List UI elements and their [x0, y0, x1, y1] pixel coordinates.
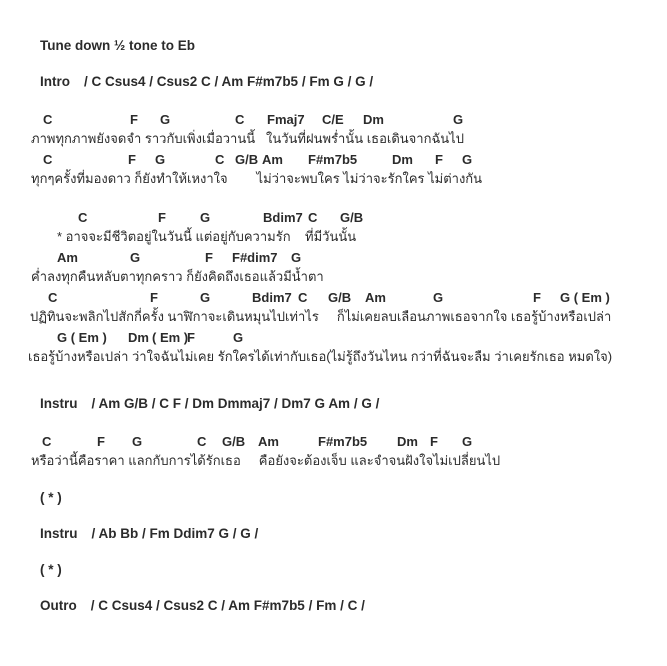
chord-g: G	[462, 434, 473, 449]
chord-c: C	[235, 112, 245, 127]
chord-c: C	[298, 290, 308, 305]
chord-f#m7b5: F#m7b5	[308, 152, 358, 167]
chord-am: Am	[258, 434, 279, 449]
chord-am: Am	[365, 290, 386, 305]
chord-f: F	[130, 112, 138, 127]
chord-line	[0, 248, 657, 267]
chord-line	[0, 150, 657, 169]
section-chords-instru-1: / Am G/B / C F / Dm Dmmaj7 / Dm7 G Am / G /	[91, 396, 380, 411]
section-label-outro: Outro	[40, 598, 77, 613]
chord-c: C	[197, 434, 207, 449]
chord-line	[0, 208, 657, 227]
chord-c: C	[42, 434, 52, 449]
chord-f: F	[128, 152, 136, 167]
chord-f: F	[187, 330, 195, 345]
chord-g: G	[433, 290, 444, 305]
chord-c: C	[78, 210, 88, 225]
section-chords-intro: / C Csus4 / Csus2 C / Am F#m7b5 / Fm G / G /	[84, 74, 374, 89]
verse-1-line-1	[0, 110, 657, 148]
chord-c: C	[43, 112, 53, 127]
instru-1	[0, 396, 657, 412]
chord-dm: Dm	[392, 152, 413, 167]
section-label-instru-1: Instru	[40, 396, 78, 411]
verse-2-line-1	[0, 208, 657, 246]
verse-2-line-2	[0, 248, 657, 286]
verse-2-line-4	[0, 328, 657, 366]
chord-f: F	[158, 210, 166, 225]
verse-3-line-1	[0, 432, 657, 470]
chord-em: ( Em )	[152, 330, 189, 345]
chord-am: Am	[57, 250, 78, 265]
section-label-instru-2: Instru	[40, 526, 78, 541]
lyric-line: เธอรู้บ้างหรือเปล่า ว่าใจฉันไม่เคย รักใครได้เท่ากับเธอ(ไม่รู้ถึงวันไหน กว่าที่ฉันจะลืม ว่าเคยรักเธอ หมดใจ)	[28, 349, 613, 364]
lyric-line: ค่ำลงทุกคืนหลับตาทุกคราว ก็ยังคิดถึงเธอแล้วมีน้ำตา	[31, 269, 324, 284]
chord-g: G	[130, 250, 141, 265]
lyric-line: ภาพทุกภาพยังจดจำ ราวกับเพิ่งเมื่อวานนี้ ในวันที่ฝนพร่ำนั้น เธอเดินจากฉันไป	[31, 131, 464, 146]
chord-line	[0, 288, 657, 307]
chord-gb: G/B	[235, 152, 259, 167]
chord-fmaj7: Fmaj7	[267, 112, 305, 127]
tuning-note: Tune down ½ tone to Eb	[40, 38, 195, 53]
verse-1-line-2	[0, 150, 657, 188]
chord-c: C	[215, 152, 225, 167]
chord-bdim7: Bdim7	[252, 290, 292, 305]
lyric-line: ปฏิทินจะพลิกไปสักกี่ครั้ง นาฬิกาจะเดินหมุนไปเท่าไร ก็ไม่เคยลบเลือนภาพเธอจากใจ เธอรู้บ้างหรือเปล่า	[30, 309, 612, 324]
chord-g: G	[453, 112, 464, 127]
chord-g: G	[291, 250, 302, 265]
chord-c: C	[43, 152, 53, 167]
chord-dm: Dm	[363, 112, 384, 127]
chord-f: F	[97, 434, 105, 449]
verse-1	[0, 110, 657, 188]
lyric-line: ทุกๆครั้งที่มองดาว ก็ยังทำให้เหงาใจ ไม่ว่าจะพบใคร ไม่ว่าจะรักใคร ไม่ต่างกัน	[31, 171, 483, 186]
lyric-line: * อาจจะมีชีวิตอยู่ในวันนี้ แต่อยู่กับความรัก ที่มีวันนั้น	[57, 229, 357, 244]
chord-g: G	[233, 330, 244, 345]
section-chords-instru-2: / Ab Bb / Fm Ddim7 G / G /	[91, 526, 259, 541]
chord-f: F	[430, 434, 438, 449]
chord-line	[0, 432, 657, 451]
chord-gb: G/B	[328, 290, 352, 305]
repeat-star-2: ( * )	[40, 562, 62, 577]
verse-2-line-3	[0, 288, 657, 326]
chord-g: G	[132, 434, 143, 449]
section-label-intro: Intro	[40, 74, 70, 89]
repeat-star-1: ( * )	[40, 490, 62, 505]
chord-gem: G ( Em )	[560, 290, 610, 305]
chord-gb: G/B	[222, 434, 246, 449]
chord-f: F	[150, 290, 158, 305]
chord-bdim7: Bdim7	[263, 210, 303, 225]
chord-dm: Dm	[397, 434, 418, 449]
chord-g: G	[160, 112, 171, 127]
chord-line	[0, 328, 657, 347]
chord-g: G	[200, 210, 211, 225]
chord-f: F	[435, 152, 443, 167]
chord-dm: Dm	[128, 330, 149, 345]
chord-g: G	[200, 290, 211, 305]
chord-c: C	[48, 290, 58, 305]
verse-2	[0, 208, 657, 366]
chord-f#dim7: F#dim7	[232, 250, 278, 265]
intro	[0, 74, 657, 90]
chord-f#m7b5: F#m7b5	[318, 434, 368, 449]
chord-am: Am	[262, 152, 283, 167]
section-chords-outro: / C Csus4 / Csus2 C / Am F#m7b5 / Fm / C /	[90, 598, 365, 613]
chord-c: C	[308, 210, 318, 225]
outro	[0, 598, 657, 614]
chord-f: F	[205, 250, 213, 265]
chord-gb: G/B	[340, 210, 364, 225]
instru-2	[0, 526, 657, 542]
chord-g: G	[462, 152, 473, 167]
chord-ce: C/E	[322, 112, 344, 127]
chord-line	[0, 110, 657, 129]
chord-g: G	[155, 152, 166, 167]
chord-f: F	[533, 290, 541, 305]
lyric-line: หรือว่านี้คือราคา แลกกับการได้รักเธอ คือยังจะต้องเจ็บ และจำจนฝังใจไม่เปลี่ยนไป	[31, 453, 501, 468]
chord-gem: G ( Em )	[57, 330, 107, 345]
verse-3	[0, 432, 657, 470]
